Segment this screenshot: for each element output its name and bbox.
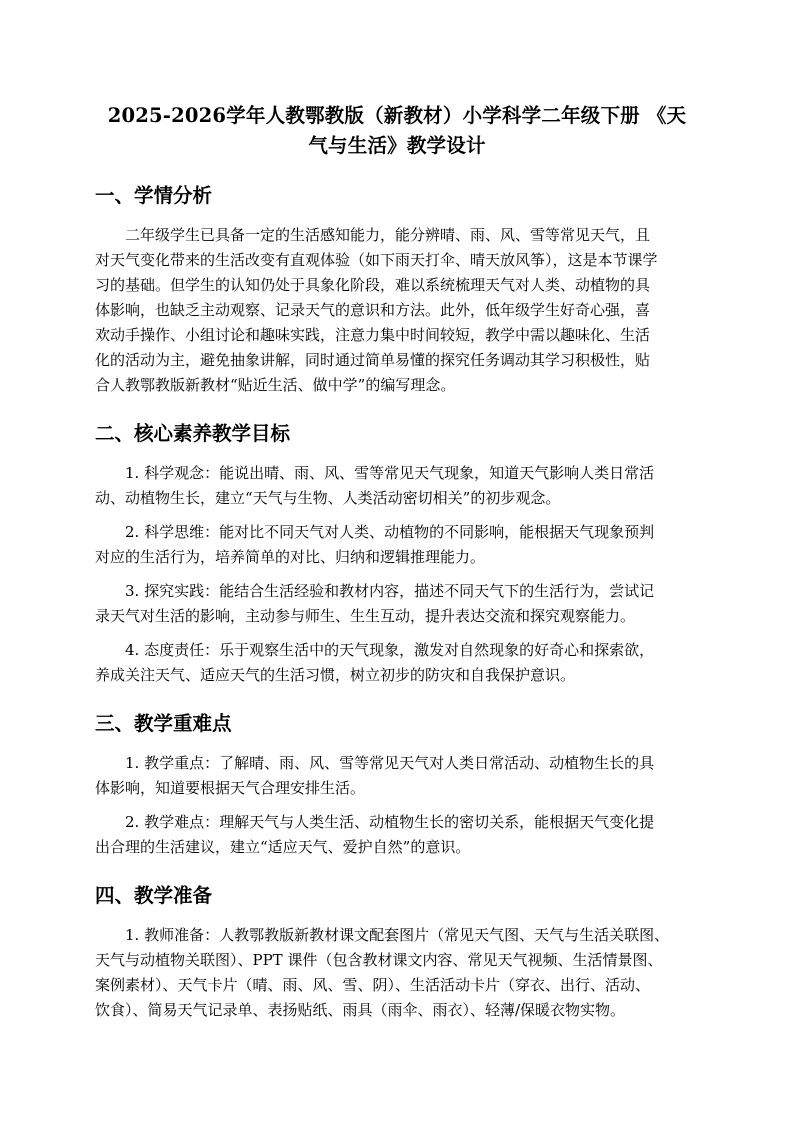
- text-line: 动、动植物生长，建立“天气与生物、人类活动密切相关”的初步观念。: [95, 489, 561, 507]
- section-heading-teaching-goals: 二、核心素养教学目标: [95, 422, 291, 445]
- text-line: 体影响，也缺乏主动观察、记录天气的意识和方法。此外，低年级学生好奇心强，喜: [95, 301, 651, 319]
- text-line: 天气与动植物关联图）、PPT 课件（包含教材课文内容、常见天气视频、生活情景图、: [95, 951, 663, 969]
- text-line: 欢动手操作、小组讨论和趣味实践，注意力集中时间较短，教学中需以趣味化、生活: [95, 326, 651, 344]
- text-line: 1. 科学观念：能说出晴、雨、风、雪等常见天气现象，知道天气影响人类日常活: [125, 464, 655, 482]
- paragraph-goal-4: [95, 638, 699, 688]
- paragraph-goal-2: [95, 520, 699, 570]
- text-line: 养成关注天气、适应天气的生活习惯，树立初步的防灾和自我保护意识。: [95, 666, 576, 684]
- text-line: 二年级学生已具备一定的生活感知能力，能分辨晴、雨、风、雪等常见天气，且: [125, 226, 651, 244]
- section-heading-preparation: 四、教学准备: [95, 884, 213, 907]
- document-title-line-1: 2025-2026学年人教鄂教版（新教材）小学科学二年级下册 《天: [107, 104, 687, 127]
- paragraph-goal-3: [95, 579, 699, 629]
- text-line: 体影响，知道要根据天气合理安排生活。: [95, 779, 366, 797]
- document-title-line-2: 气与生活》教学设计: [308, 134, 486, 157]
- text-line: 出合理的生活建议，建立“适应天气、爱护自然”的意识。: [95, 838, 471, 856]
- text-line: 合人教鄂教版新教材“贴近生活、做中学”的编写理念。: [95, 376, 456, 394]
- paragraph-goal-1: [95, 461, 699, 511]
- text-line: 饮食）、简易天气记录单、表扬贴纸、雨具（雨伞、雨衣）、轻薄/保暖衣物实物。: [95, 1001, 626, 1019]
- text-line: 录天气对生活的影响，主动参与师生、生生互动，提升表达交流和探究观察能力。: [95, 607, 636, 625]
- text-line: 2. 科学思维：能对比不同天气对人类、动植物的不同影响，能根据天气现象预判: [125, 523, 655, 541]
- paragraph-difficulty: [95, 810, 699, 860]
- paragraph-teacher-preparation: [95, 923, 699, 1023]
- text-line: 对天气变化带来的生活改变有直观体验（如下雨天打伞、晴天放风筝），这是本节课学: [95, 251, 658, 269]
- text-line: 对应的生活行为，培养简单的对比、归纳和逻辑推理能力。: [95, 548, 486, 566]
- paragraph-key-point: [95, 751, 699, 801]
- section-heading-key-difficulties: 三、教学重难点: [95, 712, 232, 735]
- text-line: 2. 教学难点：理解天气与人类生活、动植物生长的密切关系，能根据天气变化提: [125, 813, 655, 831]
- text-line: 化的活动为主，避免抽象讲解，同时通过简单易懂的探究任务调动其学习积极性，贴: [95, 351, 651, 369]
- text-line: 案例素材）、天气卡片（晴、雨、风、雪、阴）、生活活动卡片（穿衣、出行、活动、: [95, 976, 651, 994]
- document-title: [95, 101, 699, 161]
- paragraph-student-analysis: [95, 223, 699, 398]
- text-line: 习的基础。但学生的认知仍处于具象化阶段，难以系统梳理天气对人类、动植物的具: [95, 276, 651, 294]
- text-line: 1. 教师准备：人教鄂教版新教材课文配套图片（常见天气图、天气与生活关联图、: [125, 926, 670, 944]
- section-heading-student-analysis: 一、学情分析: [95, 184, 213, 207]
- text-line: 4. 态度责任：乐于观察生活中的天气现象，激发对自然现象的好奇心和探索欲，: [125, 641, 655, 659]
- text-line: 3. 探究实践：能结合生活经验和教材内容，描述不同天气下的生活行为，尝试记: [125, 582, 655, 600]
- text-line: 1. 教学重点：了解晴、雨、风、雪等常见天气对人类日常活动、动植物生长的具: [125, 754, 655, 772]
